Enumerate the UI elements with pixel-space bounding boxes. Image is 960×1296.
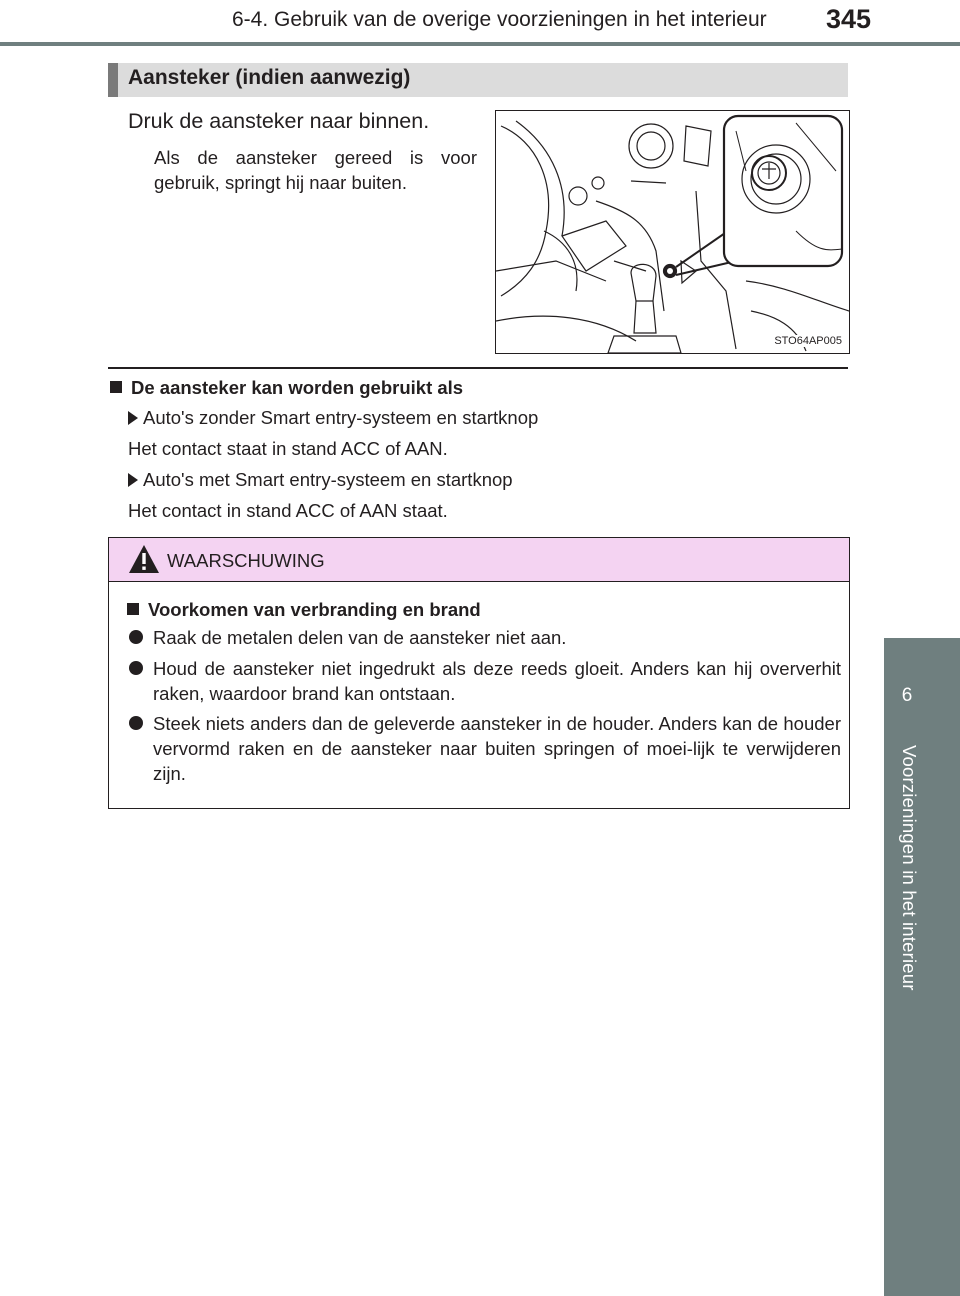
- section-divider: [108, 367, 848, 369]
- usage-condition-2: [128, 469, 513, 491]
- step-note: Als de aansteker gereed is voor gebruik, springt hij naar buiten.: [154, 147, 477, 193]
- usage-condition-1: [128, 407, 538, 429]
- step-instruction: Druk de aansteker naar binnen.: [128, 109, 430, 133]
- round-bullet-icon: [129, 630, 143, 644]
- section-title: Aansteker (indien aanwezig): [128, 66, 411, 89]
- page-number: 345: [826, 4, 872, 34]
- warning-header: [109, 538, 849, 582]
- warning-item: [129, 711, 841, 786]
- usage-heading: [110, 377, 463, 399]
- triangle-bullet-icon: [128, 473, 138, 487]
- square-bullet-icon: [110, 381, 122, 393]
- running-header-title: 6-4. Gebruik van de overige voorzieningen in het interieur: [232, 8, 767, 31]
- warning-item-text: Raak de metalen delen van de aansteker niet aan.: [153, 627, 567, 648]
- section-accent: [108, 63, 118, 97]
- round-bullet-icon: [129, 716, 143, 730]
- warning-item-text: Steek niets anders dan de geleverde aansteker in de houder. Anders kan de houder vervormd raken en de aansteker naar buiten springen of moei-lijk te verwijderen zijn.: [153, 713, 841, 784]
- usage-heading-text: De aansteker kan worden gebruikt als: [131, 377, 464, 398]
- warning-item-text: Houd de aansteker niet ingedrukt als deze reeds gloeit. Anders kan hij oververhit raken, waardoor brand kan ontstaan.: [153, 658, 841, 704]
- figure-id: STO64AP005: [774, 335, 842, 347]
- square-bullet-icon: [127, 603, 139, 615]
- usage-condition-2-text: Het contact in stand ACC of AAN staat.: [128, 500, 448, 521]
- dashboard-drawing: [496, 111, 849, 353]
- usage-condition-1-text: Het contact staat in stand ACC of AAN.: [128, 438, 448, 459]
- warning-item: [129, 625, 841, 650]
- warning-label: WAARSCHUWING: [167, 550, 325, 571]
- usage-condition-2-label: Auto's met Smart entry-systeem en startknop: [143, 469, 513, 490]
- warning-heading-text: Voorkomen van verbranding en brand: [148, 599, 481, 620]
- warning-heading: [127, 599, 481, 621]
- round-bullet-icon: [129, 661, 143, 675]
- triangle-bullet-icon: [128, 411, 138, 425]
- usage-condition-1-label: Auto's zonder Smart entry-systeem en startknop: [143, 407, 539, 428]
- chapter-side-tab: [884, 638, 960, 1296]
- chapter-number: 6: [901, 685, 913, 706]
- chapter-title: Voorzieningen in het interieur: [899, 745, 920, 991]
- header-rule: [0, 42, 960, 46]
- warning-triangle-icon: [128, 544, 160, 574]
- warning-box: [108, 537, 850, 809]
- section-title-bar: [108, 63, 848, 97]
- warning-item: [129, 656, 841, 706]
- cigarette-lighter-illustration: [495, 110, 850, 354]
